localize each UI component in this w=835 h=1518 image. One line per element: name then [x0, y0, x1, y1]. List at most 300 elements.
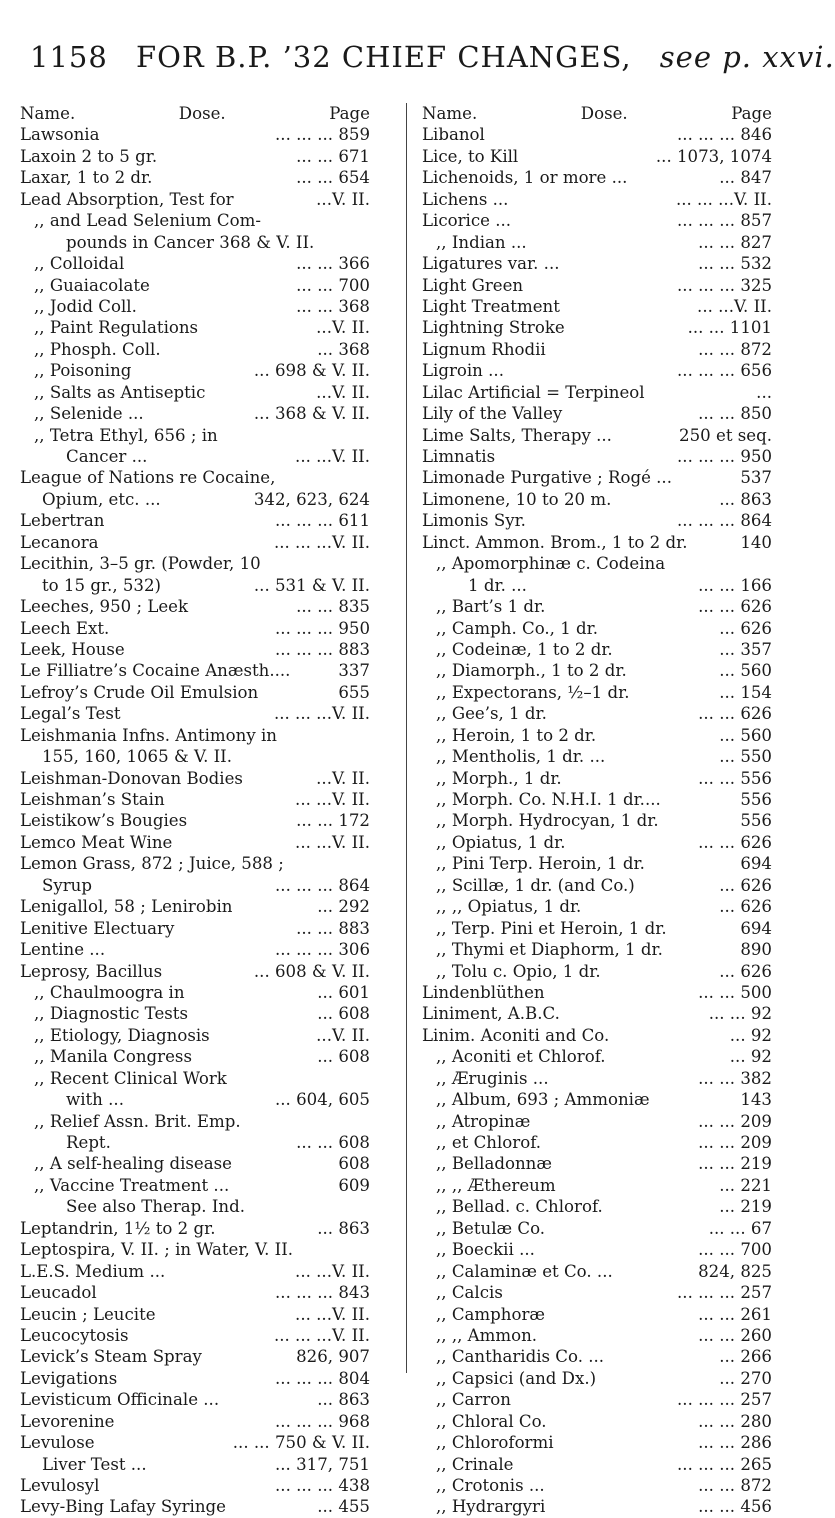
entry-page: ... 92 — [726, 1046, 772, 1067]
index-entry — [20, 789, 370, 810]
entry-name: Lecithin, 3–5 gr. (Powder, 10 — [20, 554, 261, 574]
entry-name: 155, 160, 1065 & V. II. — [42, 747, 233, 767]
entry-page: ... ... 366 — [292, 253, 370, 274]
index-entry — [422, 1239, 772, 1260]
entry-name: Lichens ... — [422, 189, 509, 209]
entry-page: 342, 623, 624 — [250, 489, 370, 510]
entry-page: 655 — [334, 682, 370, 703]
index-entry — [422, 1261, 772, 1282]
entry-page: ... 626 — [715, 896, 772, 917]
entry-name: Lily of the Valley — [422, 404, 563, 424]
entry-name: ,, Gee’s, 1 dr. — [436, 704, 547, 724]
entry-name: ,, Guaiacolate — [34, 275, 150, 295]
name-heading: Name. — [20, 104, 76, 123]
index-entry — [422, 918, 772, 939]
entry-name: to 15 gr., 532) — [42, 575, 162, 595]
index-entry — [422, 360, 772, 381]
index-entry — [422, 146, 772, 167]
entry-name: Lawsonia — [20, 125, 100, 145]
entry-page: ... 317, 751 — [271, 1454, 370, 1475]
index-entry — [422, 210, 772, 231]
entry-name: ,, Carron — [436, 1390, 511, 1410]
entry-page: ... ...V. II. — [291, 789, 370, 810]
entry-name: 1 dr. ... — [468, 575, 527, 595]
entry-page: ... ... 608 — [292, 1132, 370, 1153]
entry-name: ,, Camph. Co., 1 dr. — [436, 618, 599, 638]
entry-name: ,, Scillæ, 1 dr. (and Co.) — [436, 875, 635, 895]
index-entry — [20, 1454, 370, 1475]
entry-page: 143 — [736, 1089, 772, 1110]
index-entry — [20, 1089, 370, 1110]
index-entry — [20, 853, 370, 874]
entry-page: ...V. II. — [312, 1025, 370, 1046]
index-entry — [20, 189, 370, 210]
index-entry — [20, 167, 370, 188]
entry-page: ... ... 872 — [694, 339, 772, 360]
index-entry — [20, 961, 370, 982]
entry-page: ... ... 883 — [292, 918, 370, 939]
entry-name: Lindenblüthen — [422, 982, 545, 1002]
entry-name: ,, Paint Regulations — [34, 318, 199, 338]
entry-page: ... ... 750 & V. II. — [229, 1432, 370, 1453]
index-entry — [20, 317, 370, 338]
index-entry — [20, 1261, 370, 1282]
entry-name: ,, Pini Terp. Heroin, 1 dr. — [436, 854, 645, 874]
index-entry — [422, 1475, 772, 1496]
entry-name: Opium, etc. ... — [42, 489, 161, 509]
entry-page: ... 270 — [715, 1368, 772, 1389]
entry-page: ... — [752, 382, 772, 403]
entry-page: 694 — [736, 918, 772, 939]
entry-name: ,, and Lead Selenium Com- — [34, 211, 261, 231]
index-entry — [20, 725, 370, 746]
index-entry — [20, 532, 370, 553]
entry-name: See also Therap. Ind. — [66, 1197, 245, 1217]
entry-name: ,, Calcis — [436, 1283, 503, 1303]
index-entry — [20, 210, 370, 231]
entry-page: 826, 907 — [292, 1346, 370, 1367]
entry-name: Licorice ... — [422, 211, 512, 231]
entry-name: ,, Morph., 1 dr. — [436, 768, 562, 788]
entry-page: ... 368 & V. II. — [250, 403, 370, 424]
entry-name: Lignum Rhodii — [422, 339, 546, 359]
index-entry — [20, 382, 370, 403]
left-index-list — [20, 124, 370, 1517]
entry-name: Lenigallol, 58 ; Lenirobin — [20, 897, 233, 917]
entry-page: 250 et seq. — [675, 425, 772, 446]
entry-page: ... ... 500 — [694, 982, 772, 1003]
index-entry — [20, 1153, 370, 1174]
entry-page: ... ... 219 — [694, 1153, 772, 1174]
entry-page: ... 604, 605 — [271, 1089, 370, 1110]
index-entry — [20, 1325, 370, 1346]
entry-name: Leistikow’s Bougies — [20, 811, 188, 831]
index-entry — [20, 703, 370, 724]
entry-name: ,, Relief Assn. Brit. Emp. — [34, 1111, 241, 1131]
entry-page: 890 — [736, 939, 772, 960]
entry-name: Rept. — [66, 1133, 111, 1152]
entry-name: ,, Capsici (and Dx.) — [436, 1368, 597, 1388]
entry-page: ...V. II. — [312, 317, 370, 338]
entry-name: Lilac Artificial = Terpineol — [422, 382, 645, 402]
entry-page: ... ... ... 883 — [271, 639, 370, 660]
entry-name: ,, Bart’s 1 dr. — [436, 597, 546, 617]
entry-name: Leucocytosis — [20, 1325, 129, 1345]
entry-name: Leishmania Infns. Antimony in — [20, 725, 277, 745]
entry-page: ... 560 — [715, 660, 772, 681]
index-entry — [20, 896, 370, 917]
entry-name: Levulose — [20, 1433, 95, 1453]
entry-page: ... ... 1101 — [684, 317, 772, 338]
entry-page: ... 863 — [313, 1218, 370, 1239]
entry-page: ... ... ... 265 — [673, 1454, 772, 1475]
index-entry — [422, 725, 772, 746]
index-entry — [20, 1282, 370, 1303]
index-entry — [422, 253, 772, 274]
index-entry — [422, 1282, 772, 1303]
entry-page: ... ... 280 — [694, 1411, 772, 1432]
entry-page: ... ... ...V. II. — [270, 1325, 370, 1346]
entry-page: ... 455 — [313, 1496, 370, 1517]
entry-page: ... ... ... 306 — [271, 939, 370, 960]
entry-name: Leprosy, Bacillus — [20, 961, 163, 981]
entry-name: ,, Etiology, Diagnosis — [34, 1025, 210, 1045]
entry-name: League of Nations re Cocaine, — [20, 468, 276, 488]
entry-page: ... 608 — [313, 1046, 370, 1067]
entry-page: ... ... 368 — [292, 296, 370, 317]
index-entry — [422, 660, 772, 681]
index-entry — [20, 275, 370, 296]
entry-page: ... ... 172 — [292, 810, 370, 831]
entry-page: ... 92 — [726, 1025, 772, 1046]
entry-name: Light Green — [422, 275, 524, 295]
index-entry — [422, 1454, 772, 1475]
entry-name: Lecanora — [20, 532, 99, 552]
entry-name: ,, Expectorans, ½–1 dr. — [436, 682, 630, 702]
index-entry — [20, 489, 370, 510]
index-entry — [20, 1389, 370, 1410]
entry-name: ,, Salts as Antiseptic — [34, 382, 206, 402]
entry-name: Leeches, 950 ; Leek — [20, 597, 189, 617]
entry-page: ...V. II. — [312, 382, 370, 403]
index-entry — [20, 1411, 370, 1432]
index-entry — [422, 1432, 772, 1453]
entry-page: ... 626 — [715, 961, 772, 982]
entry-page: 337 — [334, 660, 370, 681]
index-entry — [422, 639, 772, 660]
index-entry — [422, 832, 772, 853]
index-entry — [20, 1111, 370, 1132]
index-entry — [20, 875, 370, 896]
entry-name: Levorenine — [20, 1411, 115, 1431]
index-entry — [20, 1218, 370, 1239]
entry-name: ,, Crotonis ... — [436, 1476, 545, 1495]
entry-page: ... 863 — [313, 1389, 370, 1410]
index-entry — [422, 982, 772, 1003]
index-entry — [422, 1496, 772, 1517]
entry-name: Lefroy’s Crude Oil Emulsion — [20, 682, 259, 702]
entry-name: ,, Phosph. Coll. — [34, 339, 161, 359]
entry-page: ... ... ... 656 — [673, 360, 772, 381]
entry-page: ... ... ... 843 — [271, 1282, 370, 1303]
entry-name: Lenitive Electuary — [20, 918, 175, 938]
entry-name: ,, Vaccine Treatment ... — [34, 1175, 230, 1195]
entry-name: ,, Poisoning — [34, 361, 132, 381]
index-entry — [422, 124, 772, 145]
index-entry — [20, 403, 370, 424]
entry-name: Liver Test ... — [42, 1454, 147, 1474]
entry-page: ... ...V. II. — [291, 446, 370, 467]
index-entry — [422, 768, 772, 789]
index-entry — [422, 1389, 772, 1410]
index-entry — [20, 1003, 370, 1024]
entry-page: ... ... 626 — [694, 596, 772, 617]
entry-page: ... 266 — [715, 1346, 772, 1367]
entry-page: ... ... ... 257 — [673, 1282, 772, 1303]
entry-name: ,, Selenide ... — [34, 404, 144, 424]
entry-page: ... 601 — [313, 982, 370, 1003]
entry-page: ... ... ... 968 — [271, 1411, 370, 1432]
entry-page: ... ... 835 — [292, 596, 370, 617]
entry-page: ... ...V. II. — [291, 1261, 370, 1282]
index-entry — [20, 146, 370, 167]
entry-name: Leech Ext. — [20, 618, 110, 638]
entry-page: ... ... ...V. II. — [672, 189, 772, 210]
index-entry — [20, 1496, 370, 1517]
entry-page: 694 — [736, 853, 772, 874]
entry-page: ... ... ... 864 — [271, 875, 370, 896]
index-entry — [20, 446, 370, 467]
entry-name: ,, Chloroformi — [436, 1433, 554, 1453]
entry-name: ,, Morph. Hydrocyan, 1 dr. — [436, 811, 659, 831]
entry-name: ,, Mentholis, 1 dr. ... — [436, 747, 606, 767]
entry-page: ... ... ... 257 — [673, 1389, 772, 1410]
dose-heading: Dose. — [580, 104, 628, 123]
entry-page: ... ... ...V. II. — [270, 532, 370, 553]
index-entry — [20, 467, 370, 488]
index-entry — [422, 1003, 772, 1024]
index-entry — [422, 596, 772, 617]
entry-name: ,, Diagnostic Tests — [34, 1004, 188, 1024]
index-entry — [20, 253, 370, 274]
name-heading: Name. — [422, 104, 478, 123]
index-entry — [422, 489, 772, 510]
entry-page: ... ... ... 325 — [673, 275, 772, 296]
index-entry — [422, 1196, 772, 1217]
index-entry — [20, 768, 370, 789]
entry-page: 609 — [334, 1175, 370, 1196]
entry-name: Leishman’s Stain — [20, 790, 165, 809]
entry-name: Levick’s Steam Spray — [20, 1347, 202, 1367]
entry-page: ... ... ... 864 — [673, 510, 772, 531]
index-entry — [422, 789, 772, 810]
entry-name: ,, Thymi et Diaphorm, 1 dr. — [436, 940, 663, 960]
entry-page: ... ... ... 804 — [271, 1368, 370, 1389]
entry-page: ... ... 700 — [292, 275, 370, 296]
entry-page: ... ... ... 857 — [673, 210, 772, 231]
entry-page: ... ... 166 — [694, 575, 772, 596]
index-entry — [422, 317, 772, 338]
entry-name: ,, Calaminæ et Co. ... — [436, 1261, 613, 1281]
entry-name: Lead Absorption, Test for — [20, 189, 234, 209]
entry-page: ... ... 260 — [694, 1325, 772, 1346]
index-entry — [422, 939, 772, 960]
entry-name: ,, A self-healing disease — [34, 1154, 232, 1174]
entry-name: ,, Chaulmoogra in — [34, 982, 185, 1002]
index-entry — [20, 510, 370, 531]
entry-name: Laxar, 1 to 2 dr. — [20, 168, 153, 188]
index-entry — [422, 425, 772, 446]
index-entry — [422, 275, 772, 296]
entry-page: ... ... 92 — [705, 1003, 772, 1024]
entry-name: Liniment, A.B.C. — [422, 1004, 560, 1024]
entry-name: ,, et Chlorof. — [436, 1133, 542, 1152]
entry-name: Libanol — [422, 125, 485, 145]
entry-page: 140 — [736, 532, 772, 553]
entry-page: ... 626 — [715, 875, 772, 896]
entry-name: Limonade Purgative ; Rogé ... — [422, 468, 672, 488]
entry-page: ... 560 — [715, 725, 772, 746]
entry-page: ... 368 — [313, 339, 370, 360]
entry-page: ... ... 700 — [694, 1239, 772, 1260]
entry-name: Levy-Bing Lafay Syringe — [20, 1497, 226, 1517]
entry-name: ,, Tetra Ethyl, 656 ; in — [34, 425, 218, 445]
entry-name: L.E.S. Medium ... — [20, 1261, 166, 1281]
entry-page: ... ... ... 950 — [673, 446, 772, 467]
index-entry — [422, 339, 772, 360]
entry-name: ,, ,, Æthereum — [436, 1175, 556, 1195]
entry-name: ,, Morph. Co. N.H.I. 1 dr.... — [436, 790, 661, 809]
entry-name: Leek, House — [20, 639, 125, 659]
entry-name: ,, Atropinæ — [436, 1111, 531, 1131]
entry-name: Legal’s Test — [20, 704, 121, 724]
entry-page: 556 — [736, 810, 772, 831]
column-header — [20, 103, 370, 124]
entry-name: Levigations — [20, 1368, 118, 1388]
entry-page: ... ... ... 438 — [271, 1475, 370, 1496]
index-entry — [20, 660, 370, 681]
index-entry — [20, 232, 370, 253]
index-entry — [422, 296, 772, 317]
index-entry — [422, 467, 772, 488]
entry-name: Limonene, 10 to 20 m. — [422, 489, 612, 509]
right-column — [422, 103, 772, 1518]
index-entry — [20, 1239, 370, 1260]
index-entry — [422, 810, 772, 831]
entry-name: ,, Terp. Pini et Heroin, 1 dr. — [436, 918, 667, 938]
index-entry — [422, 532, 772, 553]
index-entry — [20, 360, 370, 381]
index-entry — [422, 1325, 772, 1346]
entry-name: ,, Crinale — [436, 1454, 514, 1474]
entry-page: ... ... ... 859 — [271, 124, 370, 145]
entry-name: ,, Belladonnæ — [436, 1154, 552, 1174]
entry-page: ... ... 209 — [694, 1111, 772, 1132]
entry-name: Cancer ... — [66, 447, 148, 466]
entry-page: ... ... 671 — [292, 146, 370, 167]
entry-page: ... ... 556 — [694, 768, 772, 789]
index-entry — [20, 575, 370, 596]
index-entry — [422, 575, 772, 596]
index-entry — [20, 1175, 370, 1196]
entry-page: ...V. II. — [312, 189, 370, 210]
index-entry — [422, 510, 772, 531]
entry-name: Lebertran — [20, 511, 105, 531]
entry-page: ... ...V. II. — [291, 832, 370, 853]
entry-page: ... ... 209 — [694, 1132, 772, 1153]
index-entry — [20, 1196, 370, 1217]
entry-page: ... ... 532 — [694, 253, 772, 274]
entry-name: Lemco Meat Wine — [20, 832, 173, 852]
index-entry — [20, 1368, 370, 1389]
entry-name: ,, Jodid Coll. — [34, 296, 137, 316]
entry-page: ... 531 & V. II. — [250, 575, 370, 596]
left-column — [20, 103, 370, 1518]
entry-name: Leucin ; Leucite — [20, 1304, 156, 1324]
entry-name: Lichenoids, 1 or more ... — [422, 168, 628, 188]
index-entry — [20, 596, 370, 617]
index-entry — [20, 1346, 370, 1367]
column-divider — [406, 103, 407, 1373]
entry-name: ,, Boeckii ... — [436, 1240, 535, 1260]
entry-name: Leptospira, V. II. ; in Water, V. II. — [20, 1240, 294, 1260]
index-entry — [20, 339, 370, 360]
entry-name: Le Filliatre’s Cocaine Anæsth.... — [20, 661, 291, 681]
index-entry — [20, 682, 370, 703]
entry-page: ... 608 & V. II. — [250, 961, 370, 982]
index-entry — [20, 618, 370, 639]
entry-page: ... 1073, 1074 — [652, 146, 772, 167]
entry-page: 537 — [736, 467, 772, 488]
index-entry — [422, 1111, 772, 1132]
index-entry — [422, 746, 772, 767]
entry-name: pounds in Cancer 368 & V. II. — [66, 232, 315, 252]
index-entry — [422, 382, 772, 403]
entry-name: Lice, to Kill — [422, 146, 519, 166]
index-entry — [422, 1025, 772, 1046]
entry-name: Lemon Grass, 872 ; Juice, 588 ; — [20, 854, 284, 874]
entry-name: ,, Diamorph., 1 to 2 dr. — [436, 661, 627, 681]
entry-page: ... ... 286 — [694, 1432, 772, 1453]
entry-name: Linim. Aconiti and Co. — [422, 1025, 610, 1045]
entry-name: Linct. Ammon. Brom., 1 to 2 dr. — [422, 532, 688, 552]
entry-page: 824, 825 — [694, 1261, 772, 1282]
entry-name: Limnatis — [422, 447, 496, 466]
index-entry — [20, 425, 370, 446]
entry-name: ,, ,, Opiatus, 1 dr. — [436, 897, 582, 917]
entry-page: ... ... 827 — [694, 232, 772, 253]
entry-page: ... 847 — [715, 167, 772, 188]
index-entry — [422, 896, 772, 917]
entry-page: ... ... ...V. II. — [270, 703, 370, 724]
entry-name: Leucadol — [20, 1283, 97, 1303]
entry-name: Laxoin 2 to 5 gr. — [20, 146, 158, 166]
entry-name: ,, Apomorphinæ c. Codeina — [436, 554, 666, 574]
right-index-list — [422, 124, 772, 1517]
page-header — [30, 40, 835, 80]
entry-name: ,, Album, 693 ; Ammoniæ — [436, 1090, 650, 1110]
index-entry — [422, 189, 772, 210]
index-entry — [20, 1046, 370, 1067]
index-entry — [20, 1304, 370, 1325]
entry-name: Levisticum Officinale ... — [20, 1390, 220, 1410]
index-entry — [422, 853, 772, 874]
entry-name: ,, Tolu c. Opio, 1 dr. — [436, 961, 601, 981]
index-entry — [20, 553, 370, 574]
entry-page: ... 292 — [313, 896, 370, 917]
index-entry — [20, 1025, 370, 1046]
entry-page: ... 219 — [715, 1196, 772, 1217]
